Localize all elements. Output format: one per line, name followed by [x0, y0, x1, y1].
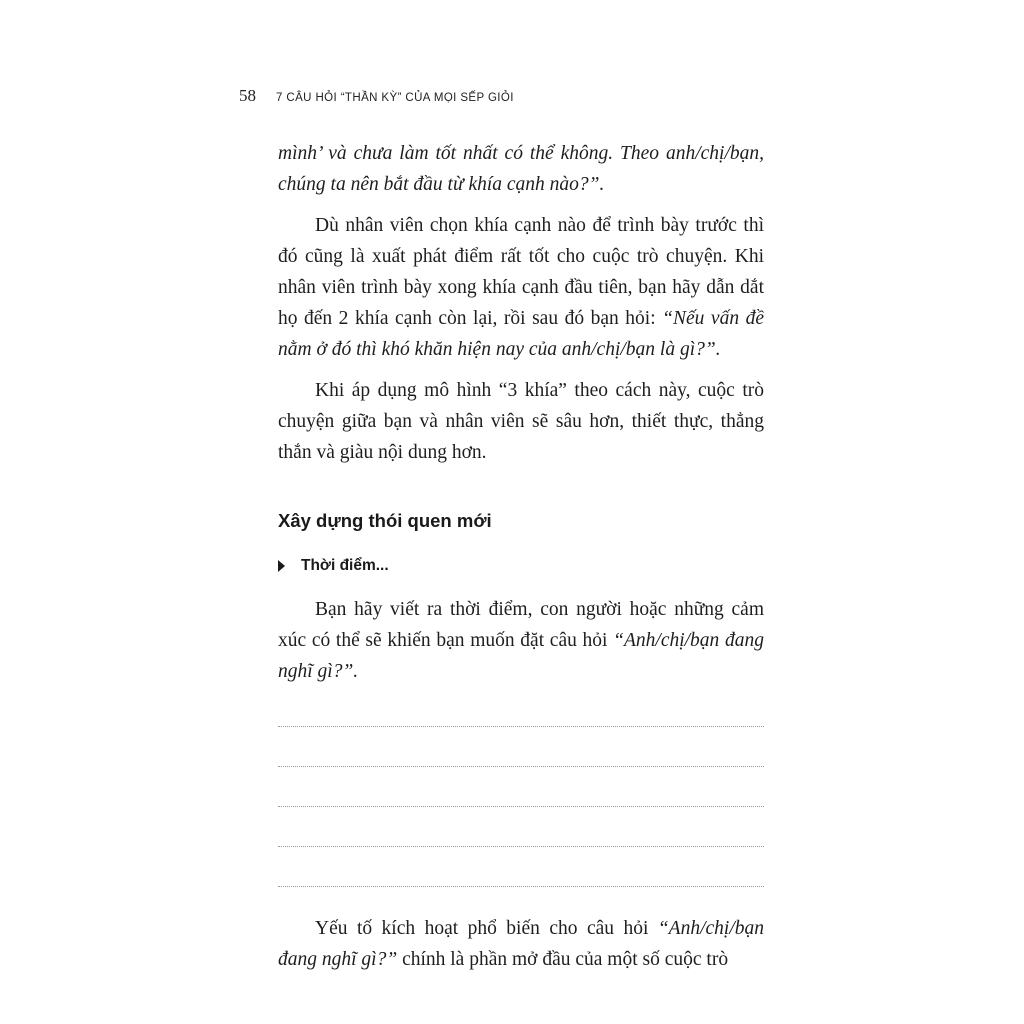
subheading	[278, 554, 764, 578]
paragraph-text: Dù nhân viên chọn khía cạnh nào để trình bày trước thì đó cũng là xuất phát điểm rất tốt cho cuộc trò chuyện. Khi nhân viên trình bày xong khía cạnh đầu tiên, bạn hãy dẫn dắt họ đến 2 khía cạnh còn lại, rồi sau đó bạn hỏi:	[278, 215, 764, 329]
dotted-writing-line	[278, 711, 764, 727]
paragraph-continued	[278, 138, 764, 200]
dotted-writing-line	[278, 847, 764, 887]
paragraph-text: Khi áp dụng mô hình “3 khía” theo cách này, cuộc trò chuyện giữa bạn và nhân viên sẽ sâu hơn, thiết thực, thẳng thắn và giàu nội dung hơn.	[278, 380, 764, 463]
paragraph	[278, 913, 764, 975]
italic-quote: “Nếu vấn đề nằm ở đó thì khó khăn hiện nay của anh/chị/bạn là gì?”.	[278, 308, 764, 360]
paragraph	[278, 594, 764, 687]
triangle-bullet-icon	[278, 560, 285, 572]
paragraph-text: chính là phần mở đầu của một số cuộc trò	[397, 949, 729, 970]
book-title: 7 CÂU HỎI “THẦN KỲ” CỦA MỌI SẾP GIỎI	[276, 92, 514, 104]
running-head	[239, 86, 514, 108]
italic-quote: “Anh/chị/bạn đang nghĩ gì?”	[278, 918, 764, 970]
paragraph-text: Bạn hãy viết ra thời điểm, con người hoặc những cảm xúc có thể sẽ khiến bạn muốn đặt câu hỏi	[278, 599, 764, 651]
italic-quote: mình’ và chưa làm tốt nhất có thể không. Theo anh/chị/bạn, chúng ta nên bắt đầu từ khía cạnh nào?”.	[278, 143, 764, 195]
section-heading: Xây dựng thói quen mới	[278, 510, 492, 531]
dotted-writing-line	[278, 767, 764, 807]
paragraph	[278, 375, 764, 468]
subheading-label: Thời điểm...	[301, 557, 389, 574]
page-number: 58	[239, 86, 256, 105]
body-text	[278, 138, 764, 975]
dotted-writing-line	[278, 807, 764, 847]
writing-lines	[278, 711, 764, 887]
paragraph-text: Yếu tố kích hoạt phổ biến cho câu hỏi	[315, 918, 658, 939]
paragraph	[278, 210, 764, 365]
dotted-writing-line	[278, 727, 764, 767]
italic-quote: “Anh/chị/bạn đang nghĩ gì?”.	[278, 630, 764, 682]
